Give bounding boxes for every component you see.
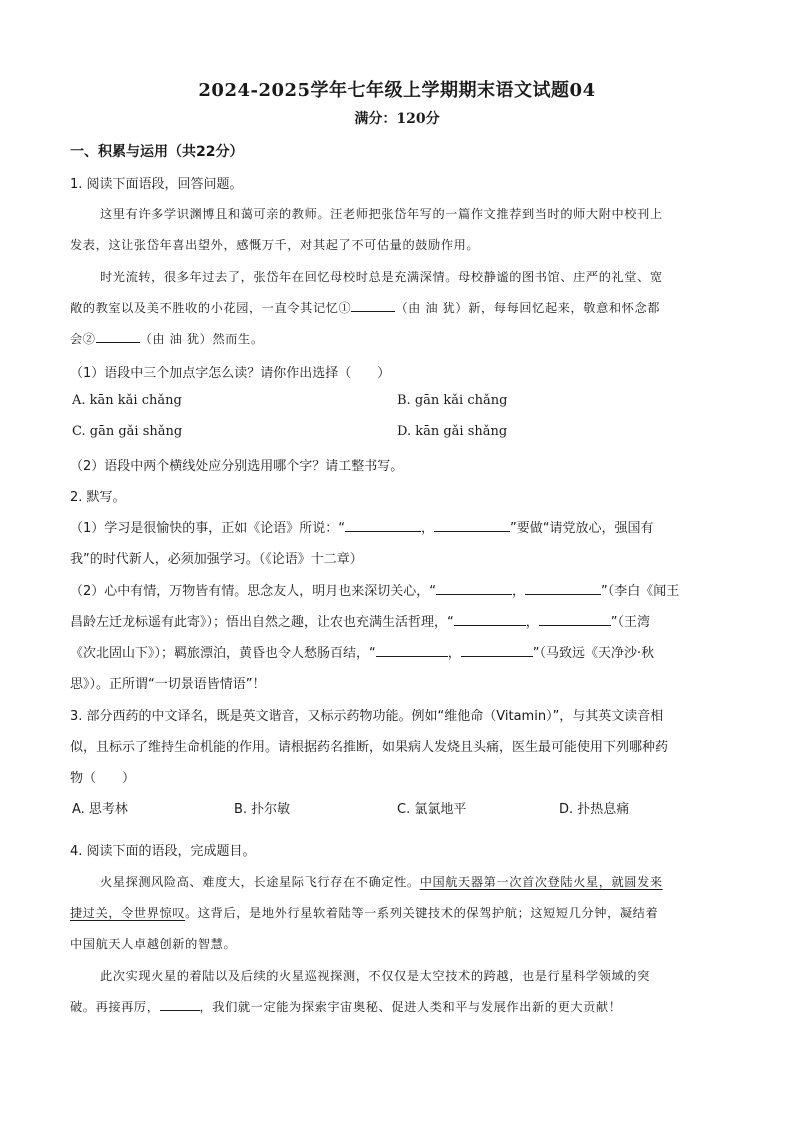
recite-blank[interactable]	[454, 613, 526, 626]
q1-option-c[interactable]: C. gān gǎi shǎng	[72, 424, 183, 439]
question-1-stem: 1. 阅读下面语段，回答问题。	[70, 177, 243, 192]
recite-blank[interactable]	[376, 644, 448, 657]
q2-text: （2）心中有情，万物皆有情。思念友人，明月也来深切关心，“	[70, 584, 437, 599]
q4-text: 火星探测风险高、难度大，长途星际飞行存在不确定性。	[100, 875, 420, 889]
answer-blank-2[interactable]	[96, 330, 140, 343]
q3-option-d[interactable]: D. 扑热息痛	[559, 802, 630, 817]
recite-blank[interactable]	[434, 519, 510, 532]
q1-text: 敞的教室以及美不胜收的小花园，一直令其记忆①	[70, 301, 352, 315]
q1-text: 会②	[70, 332, 96, 346]
q1-text: （由 油 犹）然而生。	[139, 332, 264, 346]
question-2-stem: 2. 默写。	[70, 490, 126, 505]
q2-text: ，	[447, 646, 461, 661]
q1-paragraph1-line2: 发表，这让张岱年喜出望外，感慨万千，对其起了不可估量的鼓励作用。	[70, 238, 480, 252]
q2-text: ”（李白《闻王	[601, 584, 680, 599]
q2-text: ，	[512, 584, 526, 599]
q1-option-d[interactable]: D. kān gǎi shǎng	[397, 424, 508, 439]
recite-blank[interactable]	[436, 582, 512, 595]
q4-paragraph1-line1	[100, 873, 663, 890]
recite-blank[interactable]	[461, 644, 533, 657]
q1-text: （由 油 犹）新，每每回忆起来，敬意和怀念都	[395, 301, 661, 315]
q2-text: 《次北固山下》）；羁旅漂泊，黄昏也令人愁肠百结，“	[70, 646, 376, 661]
q4-text: ，我们就一定能为探索宇宙奥秘、促进人类和平与发展作出新的更大贡献！	[199, 1000, 622, 1014]
recite-blank[interactable]	[525, 582, 601, 595]
q2-item2-line3	[70, 642, 654, 661]
q3-option-a[interactable]: A. 思考林	[72, 802, 128, 817]
q2-text: ”（马致远《天净沙·秋	[532, 646, 655, 661]
q2-item2-line2	[70, 611, 650, 630]
q2-text: （1）学习是很愉快的事，正如《论语》所说：“	[70, 521, 346, 536]
answer-blank[interactable]	[160, 998, 200, 1011]
q2-text: ”要做“请党放心，强国有	[510, 521, 654, 536]
recite-blank[interactable]	[345, 519, 421, 532]
answer-blank-1[interactable]	[351, 299, 395, 312]
q4-underlined-sentence: 中国航天器第一次首次登陆火星，就圆发来	[419, 875, 663, 889]
q2-text: ，	[421, 521, 435, 536]
q3-option-b[interactable]: B. 扑尔敏	[234, 802, 291, 817]
recite-blank[interactable]	[539, 613, 611, 626]
q4-text: 。这背后，是地外行星软着陆等一系列关键技术的保驾护航；这短短几分钟，凝结着	[185, 906, 659, 920]
q1-paragraph2-line2	[70, 299, 660, 316]
q2-item2-line4: 思》）。正所谓“一切景语皆情语”！	[70, 677, 266, 692]
q2-text: 昌龄左迁龙标遥有此寄》）；悟出自然之趣，让农也充满生活哲理，“	[70, 615, 454, 630]
question-3-line3: 物（ ）	[70, 771, 136, 786]
full-score: 满分：120分	[354, 111, 440, 127]
section-heading: 一、积累与运用（共22分）	[70, 144, 244, 160]
q1-option-b[interactable]: B. gān kǎi chǎng	[397, 393, 508, 408]
q2-text: ”（王湾	[610, 615, 651, 630]
question-3-line1: 3. 部分西药的中文译名，既是英文谐音，又标示药物功能。例如“维他命（Vitamin）”，与其英文读音相	[70, 709, 664, 724]
q2-item1-line1	[70, 517, 654, 536]
q4-text: 破。再接再厉，	[70, 1000, 160, 1014]
q3-option-c[interactable]: C. 氯氯地平	[397, 802, 467, 817]
q4-paragraph1-line3: 中国航天人卓越创新的智慧。	[70, 937, 237, 951]
q4-paragraph1-line2	[70, 904, 658, 921]
q1-paragraph2-line1: 时光流转，很多年过去了，张岱年在回忆母校时总是充满深情。母校静谧的图书馆、庄严的礼堂、宽	[100, 270, 663, 284]
q1-option-a[interactable]: A. kān kǎi chǎng	[72, 393, 182, 408]
q4-paragraph2-line2	[70, 998, 622, 1015]
q4-paragraph2-line1: 此次实现火星的着陆以及后续的火星巡视探测，不仅仅是太空技术的跨越，也是行星科学领域的突	[100, 969, 650, 983]
q1-subquestion-2: （2）语段中两个横线处应分别选用哪个字？请工整书写。	[70, 459, 404, 474]
q2-text: ，	[525, 615, 539, 630]
question-3-line2: 似，且标示了维持生命机能的作用。请根据药名推断，如果病人发烧且头痛，医生最可能使用下列哪种药	[70, 740, 669, 755]
q2-item2-line1	[70, 580, 679, 599]
question-4-stem: 4. 阅读下面的语段，完成题目。	[70, 844, 256, 859]
q2-item1-line2: 我”的时代新人，必须加强学习。（《论语》十二章）	[70, 552, 363, 567]
page-title: 2024-2025学年七年级上学期期末语文试题04	[198, 80, 596, 101]
q1-subquestion-1: （1）语段中三个加点字怎么读？请你作出选择（ ）	[70, 366, 391, 381]
q4-underlined-sentence: 捷过关，令世界惊叹	[70, 906, 186, 920]
q1-paragraph1-line1: 这里有许多学识渊博且和蔼可亲的教师。汪老师把张岱年写的一篇作文推荐到当时的师大附中校刊上	[100, 207, 663, 221]
q1-paragraph2-line3	[70, 330, 264, 347]
